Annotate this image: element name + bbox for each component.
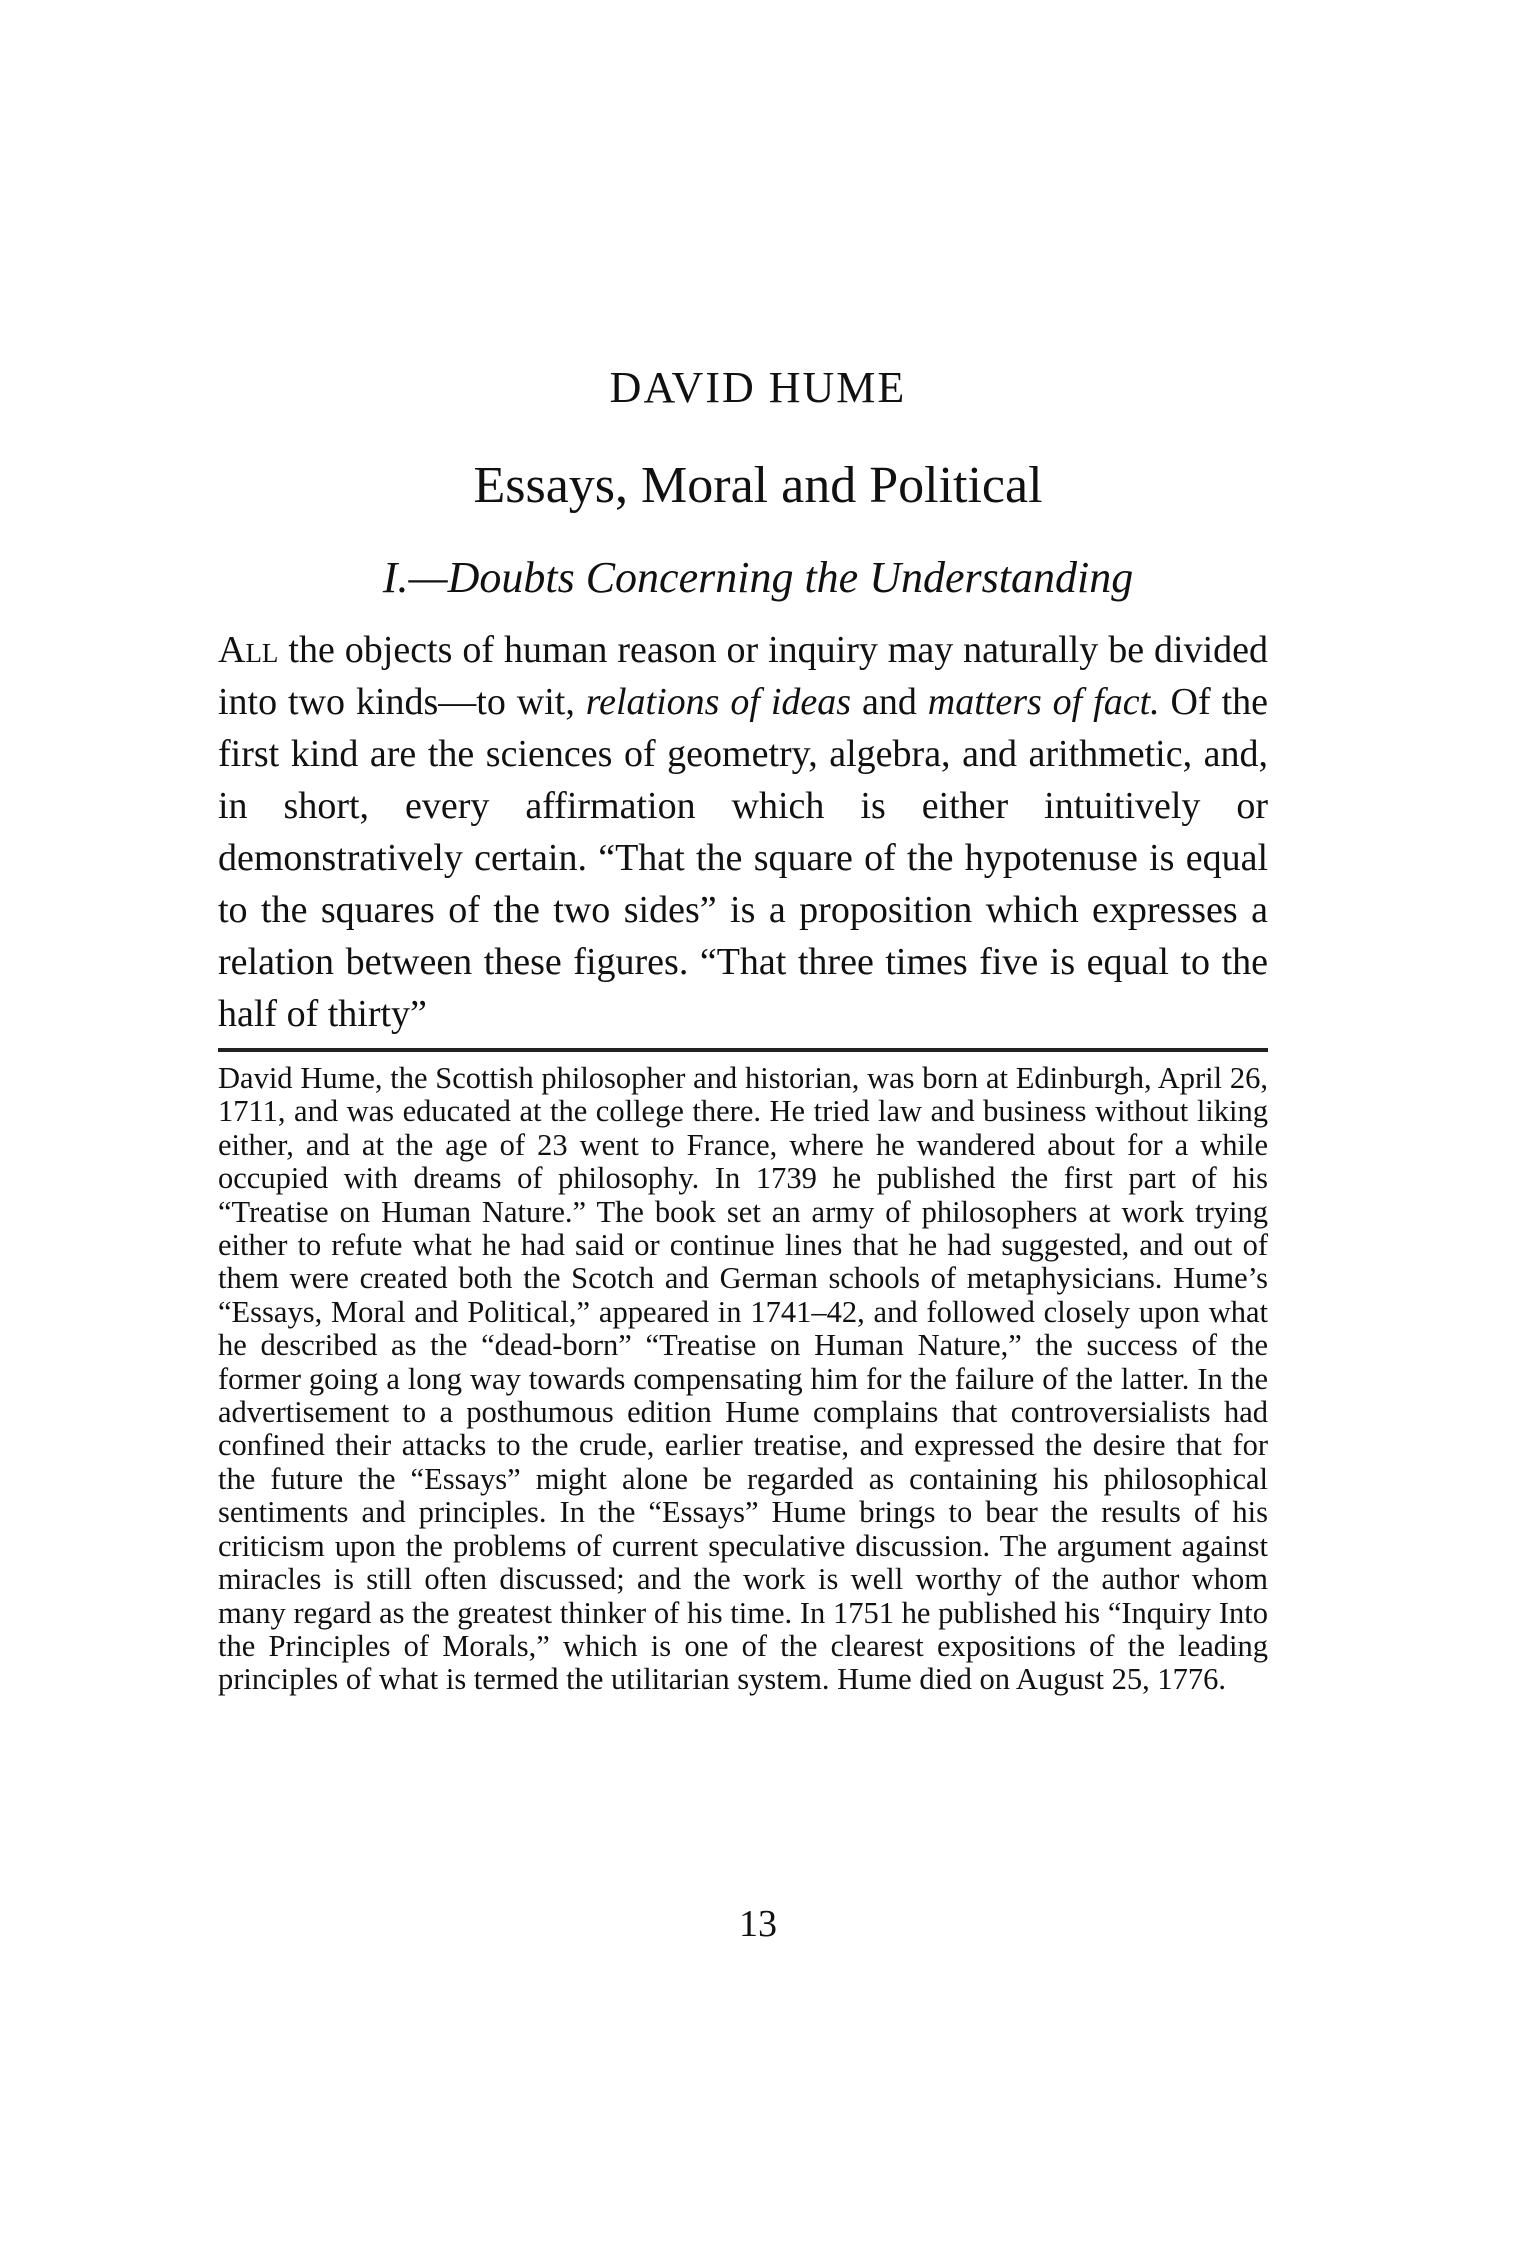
italic-phrase-matters: matters of fact. bbox=[927, 681, 1160, 723]
section-title: I.—Doubts Concerning the Understanding bbox=[382, 553, 1134, 602]
body-text-part-2: and bbox=[851, 681, 928, 723]
page-number: 13 bbox=[739, 1903, 777, 1945]
lead-word: All bbox=[218, 629, 279, 671]
body-text-part-1: the objects of human reason or inquiry may naturally be divided into two kinds—to wit, bbox=[218, 629, 1268, 723]
book-title: Essays, Moral and Political bbox=[473, 457, 1043, 514]
footnote: David Hume, the Scottish philosopher and historian, was born at Edinburgh, April 26, 1711, and was educated at the college there. He tried law and business without liking either, and at the age of 23 went to France, where he wandered about for a while occupied with dreams of philosophy. In 1739 he published the first part of his “Treatise on Human Nature.” The book set an army of philosophers at work trying either to refute what he had said or continue lines that he had suggested, and out of them were created both the Scotch and German schools of metaphysicians. Hume’s “Essays, Moral and Political,” appeared in 1741–42, and followed closely upon what he described as the “dead-born” “Treatise on Human Nature,” the success of the former going a long way towards compensating him for the failure of the latter. In the advertisement to a posthumous edition Hume complains that controversialists had confined their attacks to the crude, earlier treatise, and expressed the desire that for the future the “Essays” might alone be regarded as containing his philosophical sentiments and principles. In the “Essays” Hume brings to bear the results of his criticism upon the problems of current speculative discussion. The argument against miracles is still often discussed; and the work is well worthy of the author whom many regard as the greatest thinker of his time. In 1751 he published his “Inquiry Into the Principles of Morals,” which is one of the clearest expositions of the leading principles of what is termed the utilitarian system. Hume died on August 25, 1776. bbox=[218, 1061, 1268, 1697]
footnote-divider bbox=[218, 1048, 1268, 1052]
author-heading: DAVID HUME bbox=[609, 363, 907, 412]
body-paragraph bbox=[218, 624, 1268, 1040]
italic-phrase-relations: relations of ideas bbox=[585, 681, 852, 723]
body-text-part-3: Of the first kind are the sciences of geometry, algebra, and arithmetic, and, in short, every affirmation which is either intuitively or demonstratively certain. “That the square of the hypotenuse is equal to the squares of the two sides” is a proposition which expresses a relation between these figures. “That three times five is equal to the half of thirty” bbox=[218, 681, 1268, 1035]
